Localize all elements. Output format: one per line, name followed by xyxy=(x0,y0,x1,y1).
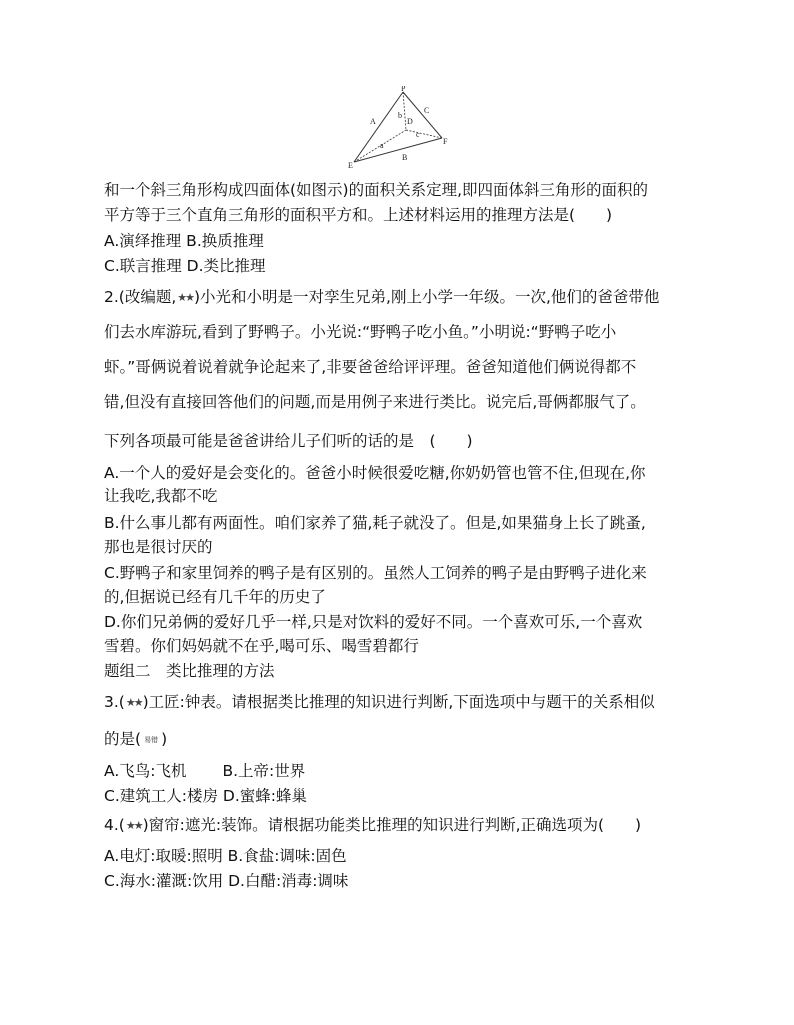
q1-option-ab: A.演绎推理 B.换质推理 xyxy=(104,232,264,250)
q3-number: 3.( xyxy=(104,693,125,711)
label-a-lower: a xyxy=(380,141,384,150)
q4-number: 4.( xyxy=(104,816,125,834)
label-b-lower: b xyxy=(398,111,402,120)
q2-option-d-line-2: 雪碧。你们妈妈就不在乎,喝可乐、喝雪碧都行 xyxy=(104,637,419,655)
q2-stem-start: )小光和小明是一对孪生兄弟,刚上小学一年级。一次,他们的爸爸带他 xyxy=(194,288,660,306)
q2-option-b-line-2: 那也是很讨厌的 xyxy=(104,538,213,556)
label-b-upper: B xyxy=(402,153,408,162)
q3-option-ab xyxy=(104,761,305,781)
label-c-upper: C xyxy=(424,106,430,115)
q3-answer-open: 的是( xyxy=(104,730,142,748)
error-prone-mark: 易错 xyxy=(144,736,159,744)
q2-option-d-line-1: D.你们兄弟俩的爱好几乎一样,只是对饮料的爱好不同。一个喜欢可乐,一个喜欢 xyxy=(104,613,643,631)
q2-number: 2.(改编题, xyxy=(104,288,177,306)
q3-text-line-1 xyxy=(104,692,655,713)
difficulty-star-icon: ★★ xyxy=(125,819,142,832)
group-heading: 题组二 类比推理的方法 xyxy=(104,662,275,680)
q4-option-cd: C.海水:灌溉:饮用 D.白醋:消毒:调味 xyxy=(104,872,349,890)
q2-option-c-line-1: C.野鸭子和家里饲养的鸭子是有区别的。虽然人工饲养的鸭子是由野鸭子进化来 xyxy=(104,564,647,582)
q3-stem-start: )工匠:钟表。请根据类比推理的知识进行判断,下面选项中与题干的关系相似 xyxy=(142,693,655,711)
q1-text-line-2: 平方等于三个直角三角形的面积平方和。上述材料运用的推理方法是( ) xyxy=(104,206,613,224)
q3-option-a: A.飞鸟:飞机 xyxy=(104,762,187,780)
difficulty-star-icon: ★★ xyxy=(177,291,193,304)
q4-option-ab: A.电灯:取暖:照明 B.食盐:调味:固色 xyxy=(104,847,347,865)
q2-text-line-5: 下列各项最可能是爸爸讲给儿子们听的话的是 ( ) xyxy=(104,432,473,450)
label-f: F xyxy=(443,137,448,146)
q1-option-cd: C.联言推理 D.类比推理 xyxy=(104,257,266,275)
q2-text-line-1 xyxy=(104,287,659,308)
q3-text-line-2 xyxy=(104,729,167,750)
difficulty-star-icon: ★★ xyxy=(125,696,142,709)
label-a-upper: A xyxy=(370,117,376,126)
q2-option-b-line-1: B.什么事儿都有两面性。咱们家养了猫,耗子就没了。但是,如果猫身上长了跳蚤, xyxy=(104,514,646,532)
q4-stem-start: )窗帘:遮光:装饰。请根据功能类比推理的知识进行判断,正确选项为( ) xyxy=(142,816,642,834)
q2-option-a-line-1: A.一个人的爱好是会变化的。爸爸小时候很爱吃糖,你奶奶管也管不住,但现在,你 xyxy=(104,464,646,482)
q1-text-line-1: 和一个斜三角形构成四面体(如图示)的面积关系定理,即四面体斜三角形的面积的 xyxy=(104,181,649,199)
q3-option-b: B.上帝:世界 xyxy=(222,762,306,780)
q2-option-c-line-2: 的,但据说已经有几千年的历史了 xyxy=(104,588,326,606)
label-e: E xyxy=(348,161,353,170)
q4-text-line-1 xyxy=(104,815,641,836)
q3-option-cd: C.建筑工人:楼房 D.蜜蜂:蜂巢 xyxy=(104,787,307,805)
q2-text-line-2: 们去水库游玩,看到了野鸭子。小光说:“野鸭子吃小鱼。”小明说:“野鸭子吃小 xyxy=(104,323,617,341)
tetrahedron-figure xyxy=(340,86,450,172)
label-d: D xyxy=(407,117,413,126)
q3-answer-close: ) xyxy=(161,730,168,748)
label-p: P xyxy=(401,86,406,93)
q2-text-line-3: 虾。”哥俩说着说着就争论起来了,非要爸爸给评评理。爸爸知道他们俩说得都不 xyxy=(104,358,637,376)
q2-text-line-4: 错,但没有直接回答他们的问题,而是用例子来进行类比。说完后,哥俩都服气了。 xyxy=(104,393,646,411)
label-c-lower: c xyxy=(416,130,420,139)
q2-option-a-line-2: 让我吃,我都不吃 xyxy=(104,487,218,505)
